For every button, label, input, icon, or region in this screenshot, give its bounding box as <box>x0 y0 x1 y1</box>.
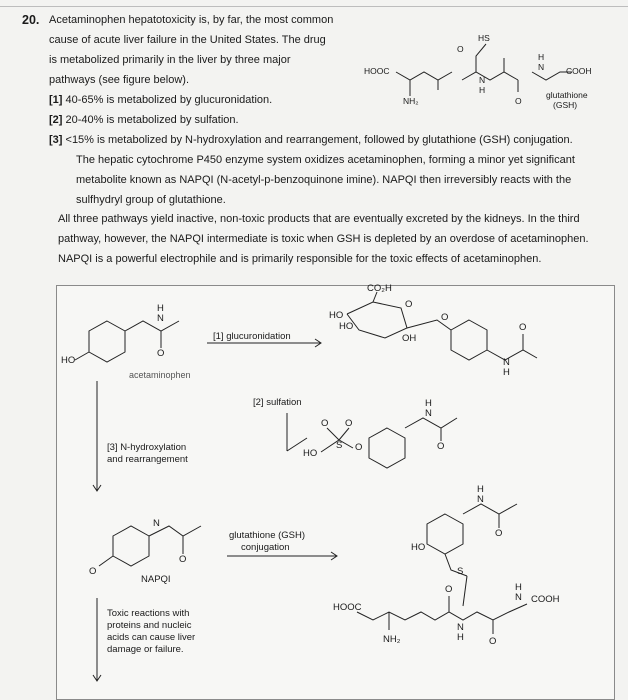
glucuronide-phenyl <box>451 320 487 360</box>
label-sulfation: [2] sulfation <box>253 397 302 408</box>
pathway-1-tag: [1] <box>49 94 63 106</box>
gsh-h1: H <box>538 52 545 62</box>
glucuronide-n: N <box>503 357 510 368</box>
label-n-hydroxylation-2: and rearrangement <box>107 454 188 465</box>
glucuronide-ho2: HO <box>339 321 354 332</box>
conjugate-o2: O <box>445 584 453 595</box>
napqi-o1: O <box>89 566 97 577</box>
sulfate-phenyl <box>369 428 405 468</box>
pathway-1-text: 40-65% is metabolized by glucuronidation. <box>65 94 273 106</box>
p3-line-3: sulfhydryl group of glutathione. <box>76 194 226 206</box>
acetaminophen-ho-bond <box>75 352 89 360</box>
acetaminophen-amide <box>125 321 179 331</box>
glucuronide-o-amide: O <box>519 322 527 333</box>
glucuronide-o-ring: O <box>405 299 413 310</box>
conjugate-ho: HO <box>411 542 426 553</box>
gsh-n1: N <box>538 62 545 72</box>
toxic-note-line-3: acids can cause liver <box>107 632 196 643</box>
acetaminophen-o: O <box>157 348 165 359</box>
conjugate-hooc: HOOC <box>333 602 362 613</box>
sulfate-n: N <box>425 408 432 419</box>
pathway-2-tag: [2] <box>49 114 63 126</box>
intro-line-1: Acetaminophen hepatotoxicity is, by far, the most common <box>49 14 334 26</box>
conjugate-backbone <box>357 604 527 620</box>
gsh-nh2: NH₂ <box>403 96 419 106</box>
glucuronide-oh: OH <box>402 333 417 344</box>
gsh-hooc: HOOC <box>364 66 390 76</box>
conjugate-cooh: COOH <box>531 594 560 605</box>
conjugate-n3: N <box>457 622 464 633</box>
acetaminophen-ho: HO <box>61 355 76 366</box>
p3-line-2: metabolite known as NAPQI (N-acetyl-p-benzoquinone imine). NAPQI then irreversibly reacts with the <box>76 174 572 186</box>
gsh-cooh: COOH <box>566 66 592 76</box>
gsh-abbrev: (GSH) <box>553 100 578 110</box>
sulfate-o2: O <box>345 418 353 429</box>
closing-line-2: pathway, however, the NAPQI intermediate is toxic when GSH is depleted by an overdose of acetaminophen. <box>58 233 589 245</box>
glucuronide-ring <box>347 302 407 338</box>
sulfate-s: S <box>336 440 343 451</box>
gsh-backbone-mid <box>462 72 518 80</box>
question-number: 20. <box>22 13 40 27</box>
gsh-name: glutathione <box>546 90 588 100</box>
sulfate-ho: HO <box>303 448 318 459</box>
conjugate-s-link <box>445 554 467 576</box>
napqi-n: N <box>153 518 160 529</box>
acetaminophen-n: N <box>157 313 164 324</box>
conjugate-n2: N <box>515 592 522 603</box>
conjugate-h3: H <box>457 632 464 643</box>
conjugate-h2: H <box>515 582 522 593</box>
gsh-n2: N <box>479 75 486 85</box>
pathway-2-text: 20-40% is metabolized by sulfation. <box>65 114 239 126</box>
conjugate-phenyl <box>427 514 463 554</box>
acetaminophen-ring <box>89 321 125 362</box>
acetaminophen-name: acetaminophen <box>129 370 191 380</box>
conjugate-h1: H <box>477 484 484 495</box>
intro-line-4: pathways (see figure below). <box>49 74 190 86</box>
pathway-3 <box>49 132 573 148</box>
gsh-backbone-left <box>396 72 452 80</box>
toxic-note-line-4: damage or failure. <box>107 644 184 655</box>
pathway-3-tag: [3] <box>49 134 63 146</box>
glucuronide-amide <box>487 350 537 360</box>
glucuronide-ho1: HO <box>329 310 344 321</box>
sulfate-o1 <box>327 428 339 440</box>
gsh-h2: H <box>479 85 486 95</box>
conjugate-amide <box>463 504 517 514</box>
closing-line-3: NAPQI is a powerful electrophile and is primarily responsible for the toxic effects of acetaminophen. <box>58 253 542 265</box>
glutathione-structure <box>0 0 628 130</box>
conjugate-s-chain <box>463 576 467 606</box>
napqi-co <box>99 556 113 566</box>
gsh-thiol-chain <box>476 44 486 72</box>
napqi-o2: O <box>179 554 187 565</box>
label-gsh-conjugation-2: conjugation <box>241 542 290 553</box>
glucuronide-h: H <box>503 367 510 378</box>
metabolism-figure <box>56 285 615 700</box>
conjugate-s: S <box>457 566 464 577</box>
p3-line-1: The hepatic cytochrome P450 enzyme system oxidizes acetaminophen, forming a minor yet significant <box>76 154 575 166</box>
intro-line-3: is metabolized primarily in the liver by three major <box>49 54 291 66</box>
sulfate-o1: O <box>321 418 329 429</box>
napqi-ring <box>113 526 149 566</box>
closing-line-1: All three pathways yield inactive, non-toxic products that are eventually excreted by the kidneys. In the third <box>58 213 580 225</box>
acetaminophen-h: H <box>157 303 164 314</box>
sulfate-h: H <box>425 398 432 409</box>
gsh-hs: HS <box>478 33 490 43</box>
gsh-o2: O <box>515 96 522 106</box>
sulfate-o2 <box>339 428 349 440</box>
label-n-hydroxylation-1: [3] N-hydroxylation <box>107 442 187 453</box>
intro-line-2: cause of acute liver failure in the United States. The drug <box>49 34 326 46</box>
toxic-note-line-1: Toxic reactions with <box>107 608 190 619</box>
conjugate-o1: O <box>495 528 503 539</box>
conjugate-o3: O <box>489 636 497 647</box>
gsh-o1: O <box>457 44 464 54</box>
glucuronide-o-link: O <box>441 312 449 323</box>
label-gsh-conjugation-1: glutathione (GSH) <box>229 530 306 541</box>
pathway-3-text: <15% is metabolized by N-hydroxylation and rearrangement, followed by glutathione (GSH) conjugation. <box>65 134 573 146</box>
conjugate-n1: N <box>477 494 484 505</box>
toxic-note-line-2: proteins and nucleic <box>107 620 192 631</box>
conjugate-nh2: NH₂ <box>383 634 401 645</box>
sulfate-amide <box>405 418 457 428</box>
glucuronide-co2h: CO₂H <box>367 283 392 294</box>
label-glucuronidation: [1] glucuronidation <box>213 331 291 342</box>
sulfate-o-amide: O <box>437 441 445 452</box>
napqi-name: NAPQI <box>141 574 171 585</box>
sulfate-o3: O <box>355 442 363 453</box>
